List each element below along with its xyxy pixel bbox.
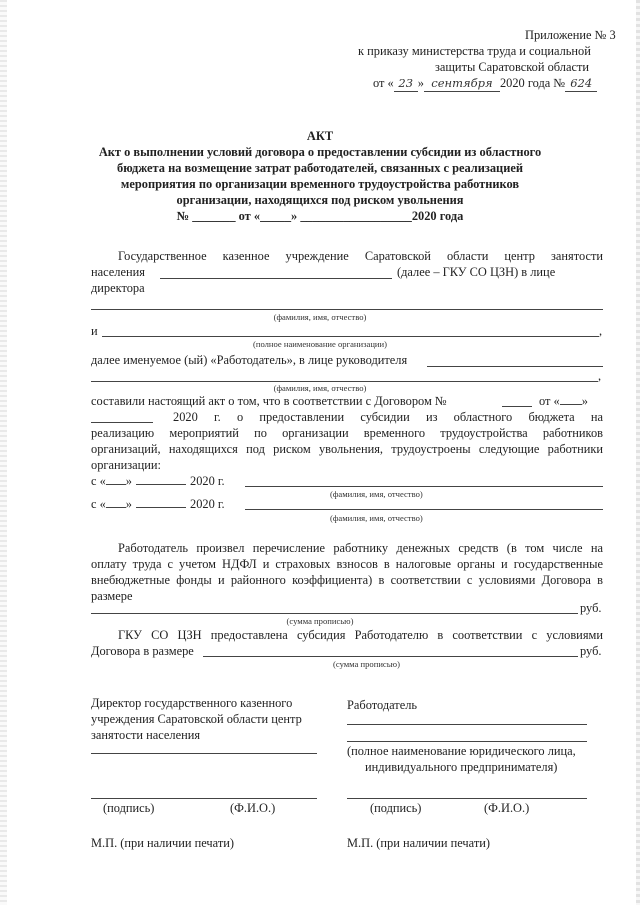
right-sign-label: (подпись)	[370, 801, 422, 815]
comma: ,	[599, 324, 603, 338]
appendix-order-ref: к приказу министерства труда и социальной	[358, 44, 591, 58]
caption-worker-1: (фамилия, имя, отчество)	[330, 489, 423, 499]
left-sign-line	[91, 798, 317, 799]
rub-label-2: руб.	[580, 644, 602, 658]
p2-line4: организаций, находящихся под риском увольнения, трудоустроены следующие работники	[91, 442, 603, 456]
handwritten-day: 23	[394, 76, 418, 92]
fill-line-contract-month	[91, 422, 153, 423]
right-fill-line-1	[347, 724, 587, 725]
p2-line1: составили настоящий акт о том, что в соответствии с Договором №	[91, 394, 447, 408]
act-title: АКТ	[306, 129, 334, 143]
rub-label-1: руб.	[580, 601, 602, 615]
right-stamp-label: М.П. (при наличии печати)	[347, 836, 490, 850]
p4-line1: ГКУ СО ЦЗН предоставлена субсидия Работодателю в соответствии с условиями	[118, 628, 603, 642]
caption-sum-2: (сумма прописью)	[333, 659, 400, 669]
left-signer-line2: учреждения Саратовской области центр	[91, 712, 302, 726]
p3-line3: внебюджетные фонды и районного коэффициента) в соответствии с условиями Договора в	[91, 573, 603, 587]
p1-line2b: (далее – ГКУ СО ЦЗН) в лице	[397, 265, 556, 279]
caption-organization: (полное наименование организации)	[253, 339, 387, 349]
p2-line2: 2020 г. о предоставлении субсидии из областного бюджета на	[173, 410, 603, 424]
fill-day	[560, 404, 582, 405]
fill-line-worker-2	[245, 509, 603, 510]
right-signer-title: Работодатель	[347, 698, 418, 712]
right-caption-line1: (полное наименование юридического лица,	[347, 744, 576, 758]
appendix-region: защиты Саратовской области	[435, 60, 589, 74]
employer-line: далее именуемое (ый) «Работодатель», в лице руководителя	[91, 353, 408, 367]
p3-line2: оплату труда с учетом НДФЛ и страховых взносов в налоговые органы и государственные	[91, 557, 603, 571]
fill-line-contract-number	[502, 406, 532, 407]
p1-line1: Государственное казенное учреждение Саратовской области центр занятости	[118, 249, 603, 263]
fill-month-1	[136, 484, 186, 485]
left-fill-line	[91, 753, 317, 754]
left-stamp-label: М.П. (при наличии печати)	[91, 836, 234, 850]
p3-line1: Работодатель произвел перечисление работнику денежных средств (в том числе на	[118, 541, 603, 555]
worker-row-2: с « » 2020 г.	[91, 497, 225, 511]
p2-from-group: от « »	[539, 394, 588, 408]
worker-row-1: с « » 2020 г.	[91, 474, 225, 488]
p2-line3: реализацию мероприятий по организации временного трудоустройства работников	[91, 426, 603, 440]
p1-line2a: населения	[91, 265, 145, 279]
fill-day-2	[106, 507, 126, 508]
fill-month-2	[136, 507, 186, 508]
act-heading-line3: мероприятия по организации временного трудоустройства работников	[120, 177, 520, 191]
appendix-date-line: от « 23 » сентября 2020 года № 624	[373, 76, 597, 92]
appendix-number: Приложение № 3	[525, 28, 616, 42]
caption-employer-fio: (фамилия, имя, отчество)	[273, 383, 367, 393]
act-heading-line4: организации, находящихся под риском увольнения	[176, 193, 464, 207]
right-name-label: (Ф.И.О.)	[484, 801, 530, 815]
fill-line-director-fio	[91, 309, 603, 310]
left-name-label: (Ф.И.О.)	[230, 801, 276, 815]
right-fill-line-2	[347, 741, 587, 742]
fill-line-employer-head	[427, 366, 603, 367]
p1-line3: директора	[91, 281, 145, 295]
act-heading-line2: бюджета на возмещение затрат работодателей, связанных с реализацией	[117, 161, 523, 175]
caption-director-fio: (фамилия, имя, отчество)	[273, 312, 367, 322]
left-signer-line1: Директор государственного казенного	[91, 696, 293, 710]
fill-line-sum-1	[91, 613, 578, 614]
p4-line2: Договора в размере	[91, 644, 194, 658]
p2-line5: организации:	[91, 458, 161, 472]
left-signer-line3: занятости населения	[91, 728, 201, 742]
fill-line-sum-2	[203, 656, 578, 657]
p3-line4: размере	[91, 589, 133, 603]
caption-sum-1: (сумма прописью)	[286, 616, 354, 626]
act-heading-line1: Акт о выполнении условий договора о предоставлении субсидии из областного	[98, 145, 542, 159]
fill-line-worker-1	[245, 486, 603, 487]
fill-line-organization	[102, 336, 599, 337]
and-label: и	[91, 324, 98, 338]
handwritten-month: сентября	[424, 76, 500, 92]
right-caption-line2: индивидуального предпринимателя)	[365, 760, 558, 774]
handwritten-order-number: 624	[565, 76, 597, 92]
fill-day-1	[106, 484, 126, 485]
caption-worker-2: (фамилия, имя, отчество)	[330, 513, 423, 523]
right-sign-line	[347, 798, 587, 799]
act-number-date: № _______ от «_____» __________________2020 года	[176, 209, 464, 223]
fill-line-employer-fio	[91, 381, 598, 382]
left-sign-label: (подпись)	[103, 801, 155, 815]
comma2: ,	[598, 369, 602, 383]
fill-line-center-name	[160, 278, 392, 279]
